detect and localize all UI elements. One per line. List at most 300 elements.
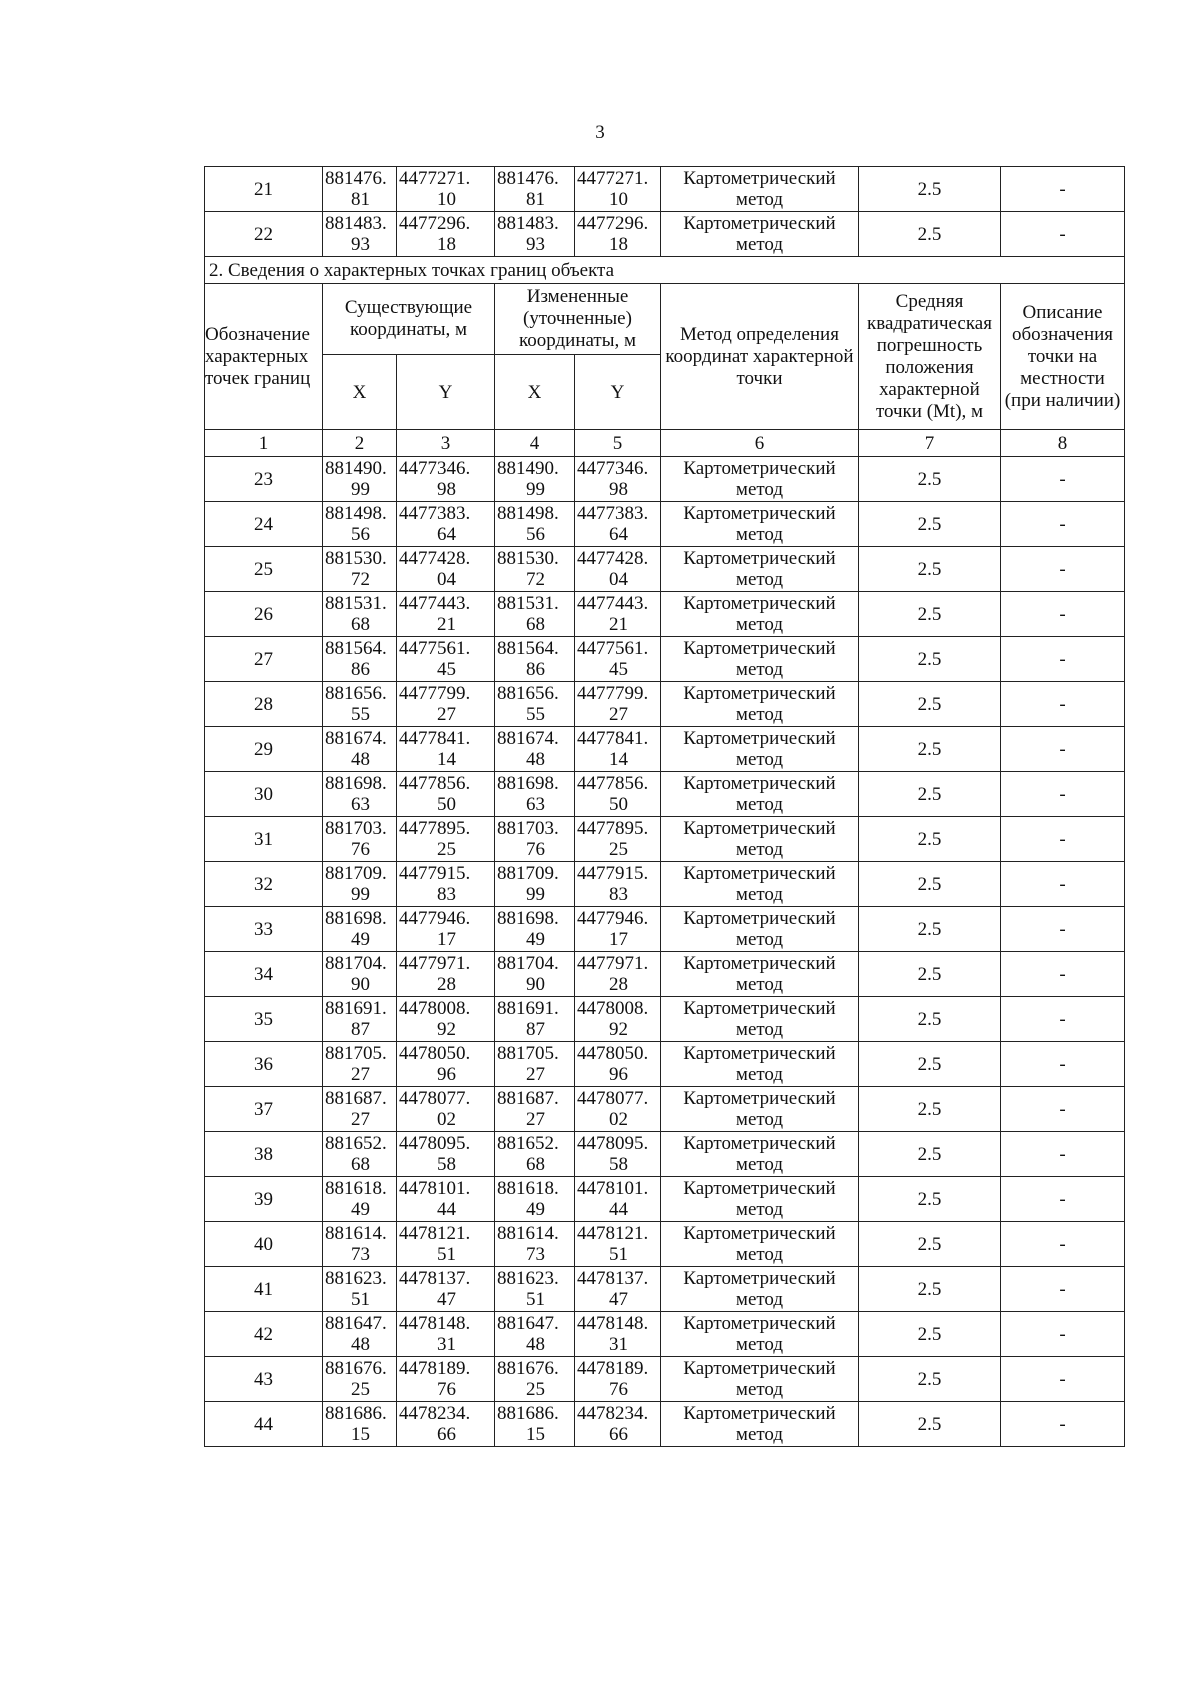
coordinate-cell [397,637,495,682]
point-number: 31 [205,817,323,862]
coordinate-int: 881531. [497,593,559,614]
coordinate-frac: 49 [526,929,545,950]
coordinate-cell [575,952,661,997]
coordinate-cell [495,1222,575,1267]
coordinate-frac: 21 [609,614,628,635]
description-cell: - [1001,502,1125,547]
coordinate-cell [323,1312,397,1357]
table-row [205,952,1125,997]
coordinate-int: 881691. [497,998,559,1019]
coordinate-cell [575,772,661,817]
coordinate-frac: 50 [609,794,628,815]
coordinate-cell [323,1087,397,1132]
coordinate-cell [397,167,495,212]
coordinate-cell [323,1357,397,1402]
coordinate-cell [575,1087,661,1132]
coordinate-frac: 45 [609,659,628,680]
table-row [205,1357,1125,1402]
coordinate-frac: 90 [351,974,370,995]
header-point-designation: Обозначение характерных точек границ [205,284,323,430]
method-line-2: метод [735,1424,784,1445]
coordinate-cell [323,457,397,502]
coordinate-frac: 14 [437,749,456,770]
coordinate-frac: 14 [609,749,628,770]
method-line-1: Картометрический [683,593,836,614]
accuracy-cell: 2.5 [859,997,1001,1042]
method-cell [661,1087,859,1132]
coordinate-int: 4478101. [399,1178,471,1199]
column-number: 6 [661,430,859,457]
coordinate-cell [575,997,661,1042]
coordinate-cell [495,862,575,907]
accuracy-cell: 2.5 [859,637,1001,682]
coordinate-frac: 10 [609,189,628,210]
coordinate-cell [495,1177,575,1222]
coordinate-cell [323,1132,397,1177]
coordinate-cell [495,212,575,257]
coordinate-frac: 98 [609,479,628,500]
coordinate-frac: 31 [609,1334,628,1355]
coordinate-cell [575,212,661,257]
coordinate-frac: 99 [526,884,545,905]
coordinate-cell [495,727,575,772]
column-number: 2 [323,430,397,457]
accuracy-cell: 2.5 [859,952,1001,997]
coordinate-cell [575,1357,661,1402]
coordinate-int: 881674. [325,728,387,749]
coordinate-int: 4478137. [577,1268,649,1289]
coordinate-frac: 49 [351,929,370,950]
coordinate-int: 881652. [497,1133,559,1154]
coordinate-int: 881705. [325,1043,387,1064]
header-existing-coordinates: Существующие координаты, м [323,284,495,355]
coordinate-frac: 96 [437,1064,456,1085]
method-line-2: метод [735,234,784,255]
table-row [205,862,1125,907]
coordinate-cell [575,1222,661,1267]
header-accuracy: Средняя квадратическая погрешность положения характерной точки (Mt), м [859,284,1001,430]
table-row [205,502,1125,547]
point-number: 36 [205,1042,323,1087]
coordinate-int: 4477971. [577,953,649,974]
coordinate-cell [397,862,495,907]
description-cell: - [1001,1267,1125,1312]
coordinate-frac: 81 [351,189,370,210]
description-cell: - [1001,862,1125,907]
table-row [205,1222,1125,1267]
method-line-2: метод [735,749,784,770]
coordinate-int: 4477946. [399,908,471,929]
coordinate-frac: 17 [437,929,456,950]
method-line-2: метод [735,794,784,815]
table-row [205,1312,1125,1357]
coordinate-frac: 28 [437,974,456,995]
method-cell [661,1357,859,1402]
coordinate-int: 4477271. [399,168,471,189]
coordinate-frac: 21 [437,614,456,635]
coordinate-frac: 50 [437,794,456,815]
coordinate-cell [323,862,397,907]
method-cell [661,1042,859,1087]
coordinate-cell [495,1357,575,1402]
coordinate-int: 881564. [325,638,387,659]
method-line-1: Картометрический [683,1133,836,1154]
table-row [205,637,1125,682]
method-line-1: Картометрический [683,1358,836,1379]
coordinate-int: 881652. [325,1133,387,1154]
coordinate-cell [323,817,397,862]
coordinate-int: 881564. [497,638,559,659]
method-cell [661,772,859,817]
coordinate-int: 881614. [497,1223,559,1244]
accuracy-cell: 2.5 [859,1222,1001,1267]
coordinate-frac: 51 [351,1289,370,1310]
coordinate-cell [323,727,397,772]
coordinate-frac: 76 [437,1379,456,1400]
coordinate-frac: 93 [351,234,370,255]
header-method: Метод определения координат характерной точки [661,284,859,430]
point-number: 22 [205,212,323,257]
coordinate-frac: 87 [351,1019,370,1040]
point-number: 30 [205,772,323,817]
coordinate-cell [397,727,495,772]
coordinate-int: 881698. [497,908,559,929]
coordinate-cell [397,1312,495,1357]
point-number: 32 [205,862,323,907]
coordinate-frac: 72 [351,569,370,590]
coordinate-cell [397,1132,495,1177]
method-cell [661,1267,859,1312]
coordinate-int: 4477443. [399,593,471,614]
coordinate-frac: 63 [351,794,370,815]
coordinate-frac: 48 [351,749,370,770]
coordinate-frac: 92 [609,1019,628,1040]
accuracy-cell: 2.5 [859,772,1001,817]
coordinate-frac: 17 [609,929,628,950]
accuracy-cell: 2.5 [859,1312,1001,1357]
coordinate-cell [575,457,661,502]
coordinate-frac: 55 [526,704,545,725]
coordinate-cell [575,1132,661,1177]
coordinate-int: 881531. [325,593,387,614]
coordinate-cell [323,502,397,547]
column-number: 1 [205,430,323,457]
point-number: 41 [205,1267,323,1312]
method-cell [661,637,859,682]
coordinate-int: 881656. [325,683,387,704]
table-row [205,772,1125,817]
coordinate-int: 4478050. [577,1043,649,1064]
description-cell: - [1001,1402,1125,1447]
table-row [205,1087,1125,1132]
method-line-1: Картометрический [683,638,836,659]
coordinate-int: 4478234. [399,1403,471,1424]
coordinate-cell [495,637,575,682]
coordinate-int: 881490. [325,458,387,479]
coordinate-cell [495,1042,575,1087]
coordinate-int: 881704. [325,953,387,974]
coordinate-int: 881691. [325,998,387,1019]
coordinate-frac: 73 [351,1244,370,1265]
method-line-1: Картометрический [683,1268,836,1289]
table-row [205,1132,1125,1177]
coordinate-int: 881704. [497,953,559,974]
coordinate-int: 4477271. [577,168,649,189]
coordinate-int: 4478137. [399,1268,471,1289]
coordinate-int: 881687. [325,1088,387,1109]
coordinate-int: 4477561. [399,638,471,659]
coordinate-cell [397,952,495,997]
accuracy-cell: 2.5 [859,502,1001,547]
method-cell [661,862,859,907]
coordinate-cell [323,637,397,682]
method-line-1: Картометрический [683,953,836,974]
description-cell: - [1001,1042,1125,1087]
coordinate-frac: 58 [437,1154,456,1175]
table-row [205,547,1125,592]
coordinate-frac: 76 [351,839,370,860]
coordinate-frac: 90 [526,974,545,995]
point-number: 21 [205,167,323,212]
coordinate-cell [323,997,397,1042]
coordinate-int: 881698. [497,773,559,794]
column-number: 3 [397,430,495,457]
header-changed-coordinates: Измененные (уточненные) координаты, м [495,284,661,355]
point-number: 38 [205,1132,323,1177]
coordinate-cell [495,592,575,637]
coordinate-frac: 25 [609,839,628,860]
coordinate-frac: 96 [609,1064,628,1085]
coordinate-cell [575,637,661,682]
coordinate-cell [397,1402,495,1447]
coordinate-cell [397,1357,495,1402]
point-number: 25 [205,547,323,592]
coordinate-cell [397,547,495,592]
coordinate-frac: 87 [526,1019,545,1040]
coordinate-int: 881647. [325,1313,387,1334]
accuracy-cell: 2.5 [859,727,1001,772]
accuracy-cell: 2.5 [859,1402,1001,1447]
coordinate-int: 4478008. [399,998,471,1019]
method-line-2: метод [735,1064,784,1085]
coordinate-frac: 56 [351,524,370,545]
coordinate-cell [575,1177,661,1222]
coordinate-frac: 10 [437,189,456,210]
table-row [205,592,1125,637]
coordinate-frac: 47 [609,1289,628,1310]
coordinate-frac: 86 [351,659,370,680]
method-cell [661,1132,859,1177]
coordinate-int: 4477895. [577,818,649,839]
method-line-1: Картометрический [683,998,836,1019]
method-line-2: метод [735,1154,784,1175]
coordinate-frac: 99 [526,479,545,500]
coordinate-cell [397,1087,495,1132]
coordinate-int: 4478095. [577,1133,649,1154]
accuracy-cell: 2.5 [859,1132,1001,1177]
table-row [205,727,1125,772]
coordinate-cell [397,997,495,1042]
coordinate-frac: 44 [609,1199,628,1220]
description-cell: - [1001,1312,1125,1357]
coordinate-frac: 68 [351,1154,370,1175]
coordinate-cell [575,547,661,592]
coordinate-frac: 49 [526,1199,545,1220]
method-line-2: метод [735,704,784,725]
coordinate-cell [323,167,397,212]
coordinate-frac: 48 [526,749,545,770]
description-cell: - [1001,1357,1125,1402]
method-line-1: Картометрический [683,213,836,234]
coordinate-cell [575,727,661,772]
method-cell [661,1402,859,1447]
coordinate-frac: 51 [526,1289,545,1310]
coordinate-int: 4477856. [577,773,649,794]
coordinate-int: 881686. [325,1403,387,1424]
coordinate-int: 4477946. [577,908,649,929]
coordinate-frac: 48 [351,1334,370,1355]
coordinate-int: 4477915. [577,863,649,884]
coordinate-int: 4478095. [399,1133,471,1154]
coordinate-frac: 93 [526,234,545,255]
description-cell: - [1001,637,1125,682]
point-number: 35 [205,997,323,1042]
coordinate-int: 4478077. [577,1088,649,1109]
accuracy-cell: 2.5 [859,212,1001,257]
coordinate-cell [575,907,661,952]
coordinate-int: 4478234. [577,1403,649,1424]
description-cell: - [1001,682,1125,727]
point-number: 34 [205,952,323,997]
coordinate-cell [397,1042,495,1087]
coordinate-cell [397,592,495,637]
coordinate-frac: 51 [609,1244,628,1265]
coordinate-int: 881676. [497,1358,559,1379]
coordinate-cell [323,592,397,637]
coordinate-frac: 98 [437,479,456,500]
table-body [205,457,1125,1447]
coordinate-int: 881530. [497,548,559,569]
coordinate-cell [575,1042,661,1087]
header-x-changed: X [495,355,575,430]
method-line-1: Картометрический [683,728,836,749]
coordinate-cell [575,1402,661,1447]
coordinate-int: 4478189. [399,1358,471,1379]
method-cell [661,1312,859,1357]
description-cell: - [1001,997,1125,1042]
method-line-2: метод [735,524,784,545]
coordinate-frac: 51 [437,1244,456,1265]
method-line-2: метод [735,659,784,680]
description-cell: - [1001,952,1125,997]
coordinate-frac: 27 [526,1109,545,1130]
method-line-1: Картометрический [683,1313,836,1334]
method-line-2: метод [735,1289,784,1310]
coordinate-frac: 47 [437,1289,456,1310]
coordinate-int: 881705. [497,1043,559,1064]
accuracy-cell: 2.5 [859,457,1001,502]
method-cell [661,727,859,772]
coordinate-frac: 73 [526,1244,545,1265]
coordinate-int: 881709. [497,863,559,884]
coordinate-int: 881698. [325,908,387,929]
coordinate-frac: 83 [437,884,456,905]
coordinate-int: 881623. [325,1268,387,1289]
method-line-1: Картометрический [683,1223,836,1244]
coordinate-cell [495,772,575,817]
method-cell [661,547,859,592]
method-line-1: Картометрический [683,683,836,704]
coordinate-cell [323,212,397,257]
method-cell [661,997,859,1042]
coordinate-int: 4478121. [577,1223,649,1244]
coordinate-int: 4477383. [577,503,649,524]
description-cell: - [1001,727,1125,772]
coordinate-int: 4478050. [399,1043,471,1064]
coordinate-frac: 76 [609,1379,628,1400]
coordinate-int: 4477841. [399,728,471,749]
coordinate-int: 881618. [497,1178,559,1199]
coordinate-cell [397,1267,495,1312]
point-number: 37 [205,1087,323,1132]
coordinate-cell [323,682,397,727]
coordinate-frac: 56 [526,524,545,545]
coordinate-frac: 49 [351,1199,370,1220]
method-cell [661,502,859,547]
method-line-2: метод [735,929,784,950]
coordinate-frac: 25 [437,839,456,860]
coordinate-cell [495,502,575,547]
coordinate-frac: 44 [437,1199,456,1220]
description-cell: - [1001,547,1125,592]
coordinate-int: 881498. [325,503,387,524]
coordinate-int: 881483. [497,213,559,234]
coordinate-cell [323,1402,397,1447]
coordinate-frac: 48 [526,1334,545,1355]
point-number: 44 [205,1402,323,1447]
boundary-points-table [204,166,1125,1447]
coordinate-frac: 28 [609,974,628,995]
method-line-1: Картометрический [683,458,836,479]
method-line-2: метод [735,1019,784,1040]
description-cell: - [1001,1222,1125,1267]
coordinate-cell [323,1222,397,1267]
method-line-2: метод [735,189,784,210]
coordinate-frac: 31 [437,1334,456,1355]
method-cell [661,682,859,727]
coordinate-frac: 27 [351,1109,370,1130]
coordinate-int: 4477971. [399,953,471,974]
coordinate-int: 4477296. [577,213,649,234]
method-line-2: метод [735,569,784,590]
point-number: 40 [205,1222,323,1267]
coordinate-int: 4477383. [399,503,471,524]
coordinate-int: 4477296. [399,213,471,234]
method-line-2: метод [735,839,784,860]
accuracy-cell: 2.5 [859,817,1001,862]
coordinate-frac: 25 [526,1379,545,1400]
coordinate-cell [495,997,575,1042]
coordinate-frac: 64 [609,524,628,545]
coordinate-int: 4478148. [577,1313,649,1334]
description-cell: - [1001,457,1125,502]
point-number: 24 [205,502,323,547]
coordinate-cell [495,167,575,212]
coordinate-int: 881647. [497,1313,559,1334]
coordinate-cell [323,1177,397,1222]
table-row [205,167,1125,212]
column-number: 5 [575,430,661,457]
